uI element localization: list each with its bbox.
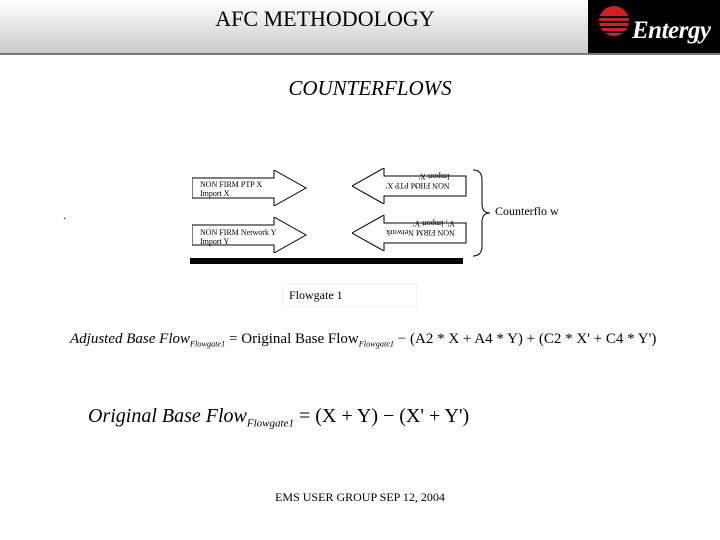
- header-bar: [0, 0, 720, 54]
- eq1-lhs: Adjusted Base Flow: [70, 331, 190, 347]
- eq2-lhs-sub: Flowgate1: [246, 417, 294, 430]
- eq2-rhs: = (X + Y) − (X' + Y'): [298, 405, 470, 427]
- entergy-logo: [588, 0, 720, 54]
- equation-adjusted-base-flow: [70, 331, 656, 348]
- flowgate-bar: [190, 258, 463, 264]
- stray-dot: .: [63, 208, 66, 222]
- sun-logo-icon: [596, 4, 632, 44]
- flowgate-label: Flowgate 1: [284, 284, 416, 306]
- arrow-label-import-y: NON FIRM Network Y Import Y: [200, 228, 277, 246]
- eq1-mid-sub: Flowgate1: [358, 339, 395, 349]
- counterflow-label: Counterflo w: [492, 203, 566, 219]
- slide-title: AFC METHODOLOGY: [215, 6, 435, 31]
- footer-text: EMS USER GROUP SEP 12, 2004: [275, 490, 445, 504]
- arrow-label-import-x: NON FIRM PTP X Import X: [200, 180, 263, 198]
- logo-text: Entergy: [632, 17, 711, 44]
- eq1-rhs: − (A2 * X + A4 * Y) + (C2 * X' + C4 * Y'): [397, 331, 657, 347]
- arrow-label-import-y-prime: NON FIRM Network Y', Import Y': [386, 219, 455, 237]
- counterflow-brace-icon: [470, 168, 492, 258]
- eq1-mid: = Original Base Flow: [229, 331, 359, 347]
- arrow-label-import-x-prime: NON FIRM PTP X' Import X': [386, 172, 450, 190]
- slide-subtitle: COUNTERFLOWS: [288, 76, 452, 100]
- equation-original-base-flow: [88, 405, 469, 429]
- eq2-lhs: Original Base Flow: [88, 405, 247, 427]
- eq1-lhs-sub: Flowgate1: [190, 339, 226, 349]
- header-divider: [0, 53, 720, 55]
